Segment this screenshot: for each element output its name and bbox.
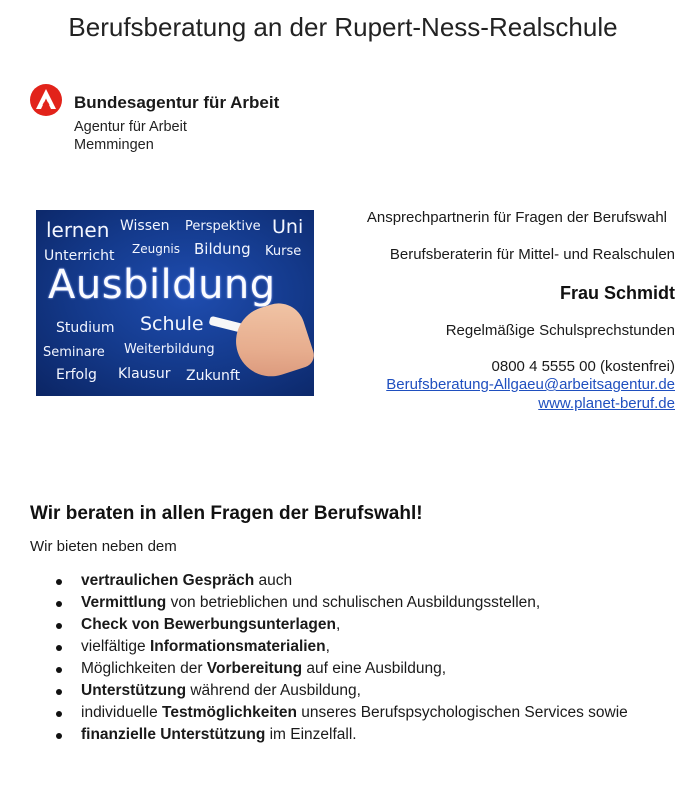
list-item: individuelle Testmöglichkeiten unseres Berufspsychologischen Services sowie bbox=[30, 702, 660, 724]
ausbildung-photo bbox=[36, 210, 314, 396]
list-item: Möglichkeiten der Vorbereitung auf eine Ausbildung, bbox=[30, 658, 660, 680]
bullet-icon bbox=[56, 623, 62, 629]
photo-word: Unterricht bbox=[44, 248, 115, 264]
agency-location: Memmingen bbox=[74, 137, 154, 153]
agency-name: Bundesagentur für Arbeit bbox=[74, 93, 280, 112]
list-item: finanzielle Unterstützung im Einzelfall. bbox=[30, 724, 660, 746]
photo-word: Perspektive bbox=[185, 219, 261, 234]
services-list bbox=[30, 570, 660, 746]
photo-word: Zeugnis bbox=[132, 242, 181, 256]
bullet-icon bbox=[56, 601, 62, 607]
section-intro: Wir bieten neben dem bbox=[30, 538, 177, 555]
photo-word: Studium bbox=[56, 320, 115, 336]
photo-word: Wissen bbox=[120, 218, 170, 234]
photo-word: Kurse bbox=[265, 244, 302, 259]
section-heading: Wir beraten in allen Fragen der Berufswahl! bbox=[30, 503, 423, 524]
contact-role: Berufsberaterin für Mittel- und Realschulen bbox=[389, 246, 675, 263]
bullet-icon bbox=[56, 689, 62, 695]
bullet-icon bbox=[56, 645, 62, 651]
page-title: Berufsberatung an der Rupert-Ness-Realschule bbox=[68, 12, 618, 42]
bundesagentur-logo-icon bbox=[30, 84, 62, 116]
photo-word: Klausur bbox=[118, 366, 171, 382]
photo-word: lernen bbox=[46, 218, 110, 242]
contact-email-link[interactable]: Berufsberatung-Allgaeu@arbeitsagentur.de bbox=[386, 376, 675, 393]
contact-heading: Ansprechpartnerin für Fragen der Berufswahl bbox=[366, 209, 667, 226]
agency-subtitle: Agentur für Arbeit bbox=[74, 119, 187, 135]
photo-word: Seminare bbox=[43, 345, 105, 360]
photo-word: Zukunft bbox=[186, 368, 241, 384]
list-item: vertraulichen Gespräch auch bbox=[30, 570, 660, 592]
photo-word: Schule bbox=[140, 313, 204, 335]
list-item: vielfältige Informationsmaterialien, bbox=[30, 636, 660, 658]
bullet-icon bbox=[56, 667, 62, 673]
contact-hours: Regelmäßige Schulsprechstunden bbox=[445, 322, 675, 339]
photo-word-ausbildung: Ausbildung bbox=[48, 262, 276, 308]
list-item: Vermittlung von betrieblichen und schulischen Ausbildungsstellen, bbox=[30, 592, 660, 614]
contact-name: Frau Schmidt bbox=[559, 283, 675, 303]
bullet-icon bbox=[56, 579, 62, 585]
bullet-icon bbox=[56, 711, 62, 717]
contact-phone: 0800 4 5555 00 (kostenfrei) bbox=[491, 358, 675, 375]
photo-word: Weiterbildung bbox=[124, 342, 215, 357]
website-link[interactable]: www.planet-beruf.de bbox=[538, 395, 675, 412]
list-item: Check von Bewerbungsunterlagen, bbox=[30, 614, 660, 636]
bullet-icon bbox=[56, 733, 62, 739]
photo-word: Bildung bbox=[194, 240, 251, 258]
photo-word: Erfolg bbox=[56, 367, 97, 383]
list-item: Unterstützung während der Ausbildung, bbox=[30, 680, 660, 702]
photo-word: Uni bbox=[272, 216, 304, 238]
